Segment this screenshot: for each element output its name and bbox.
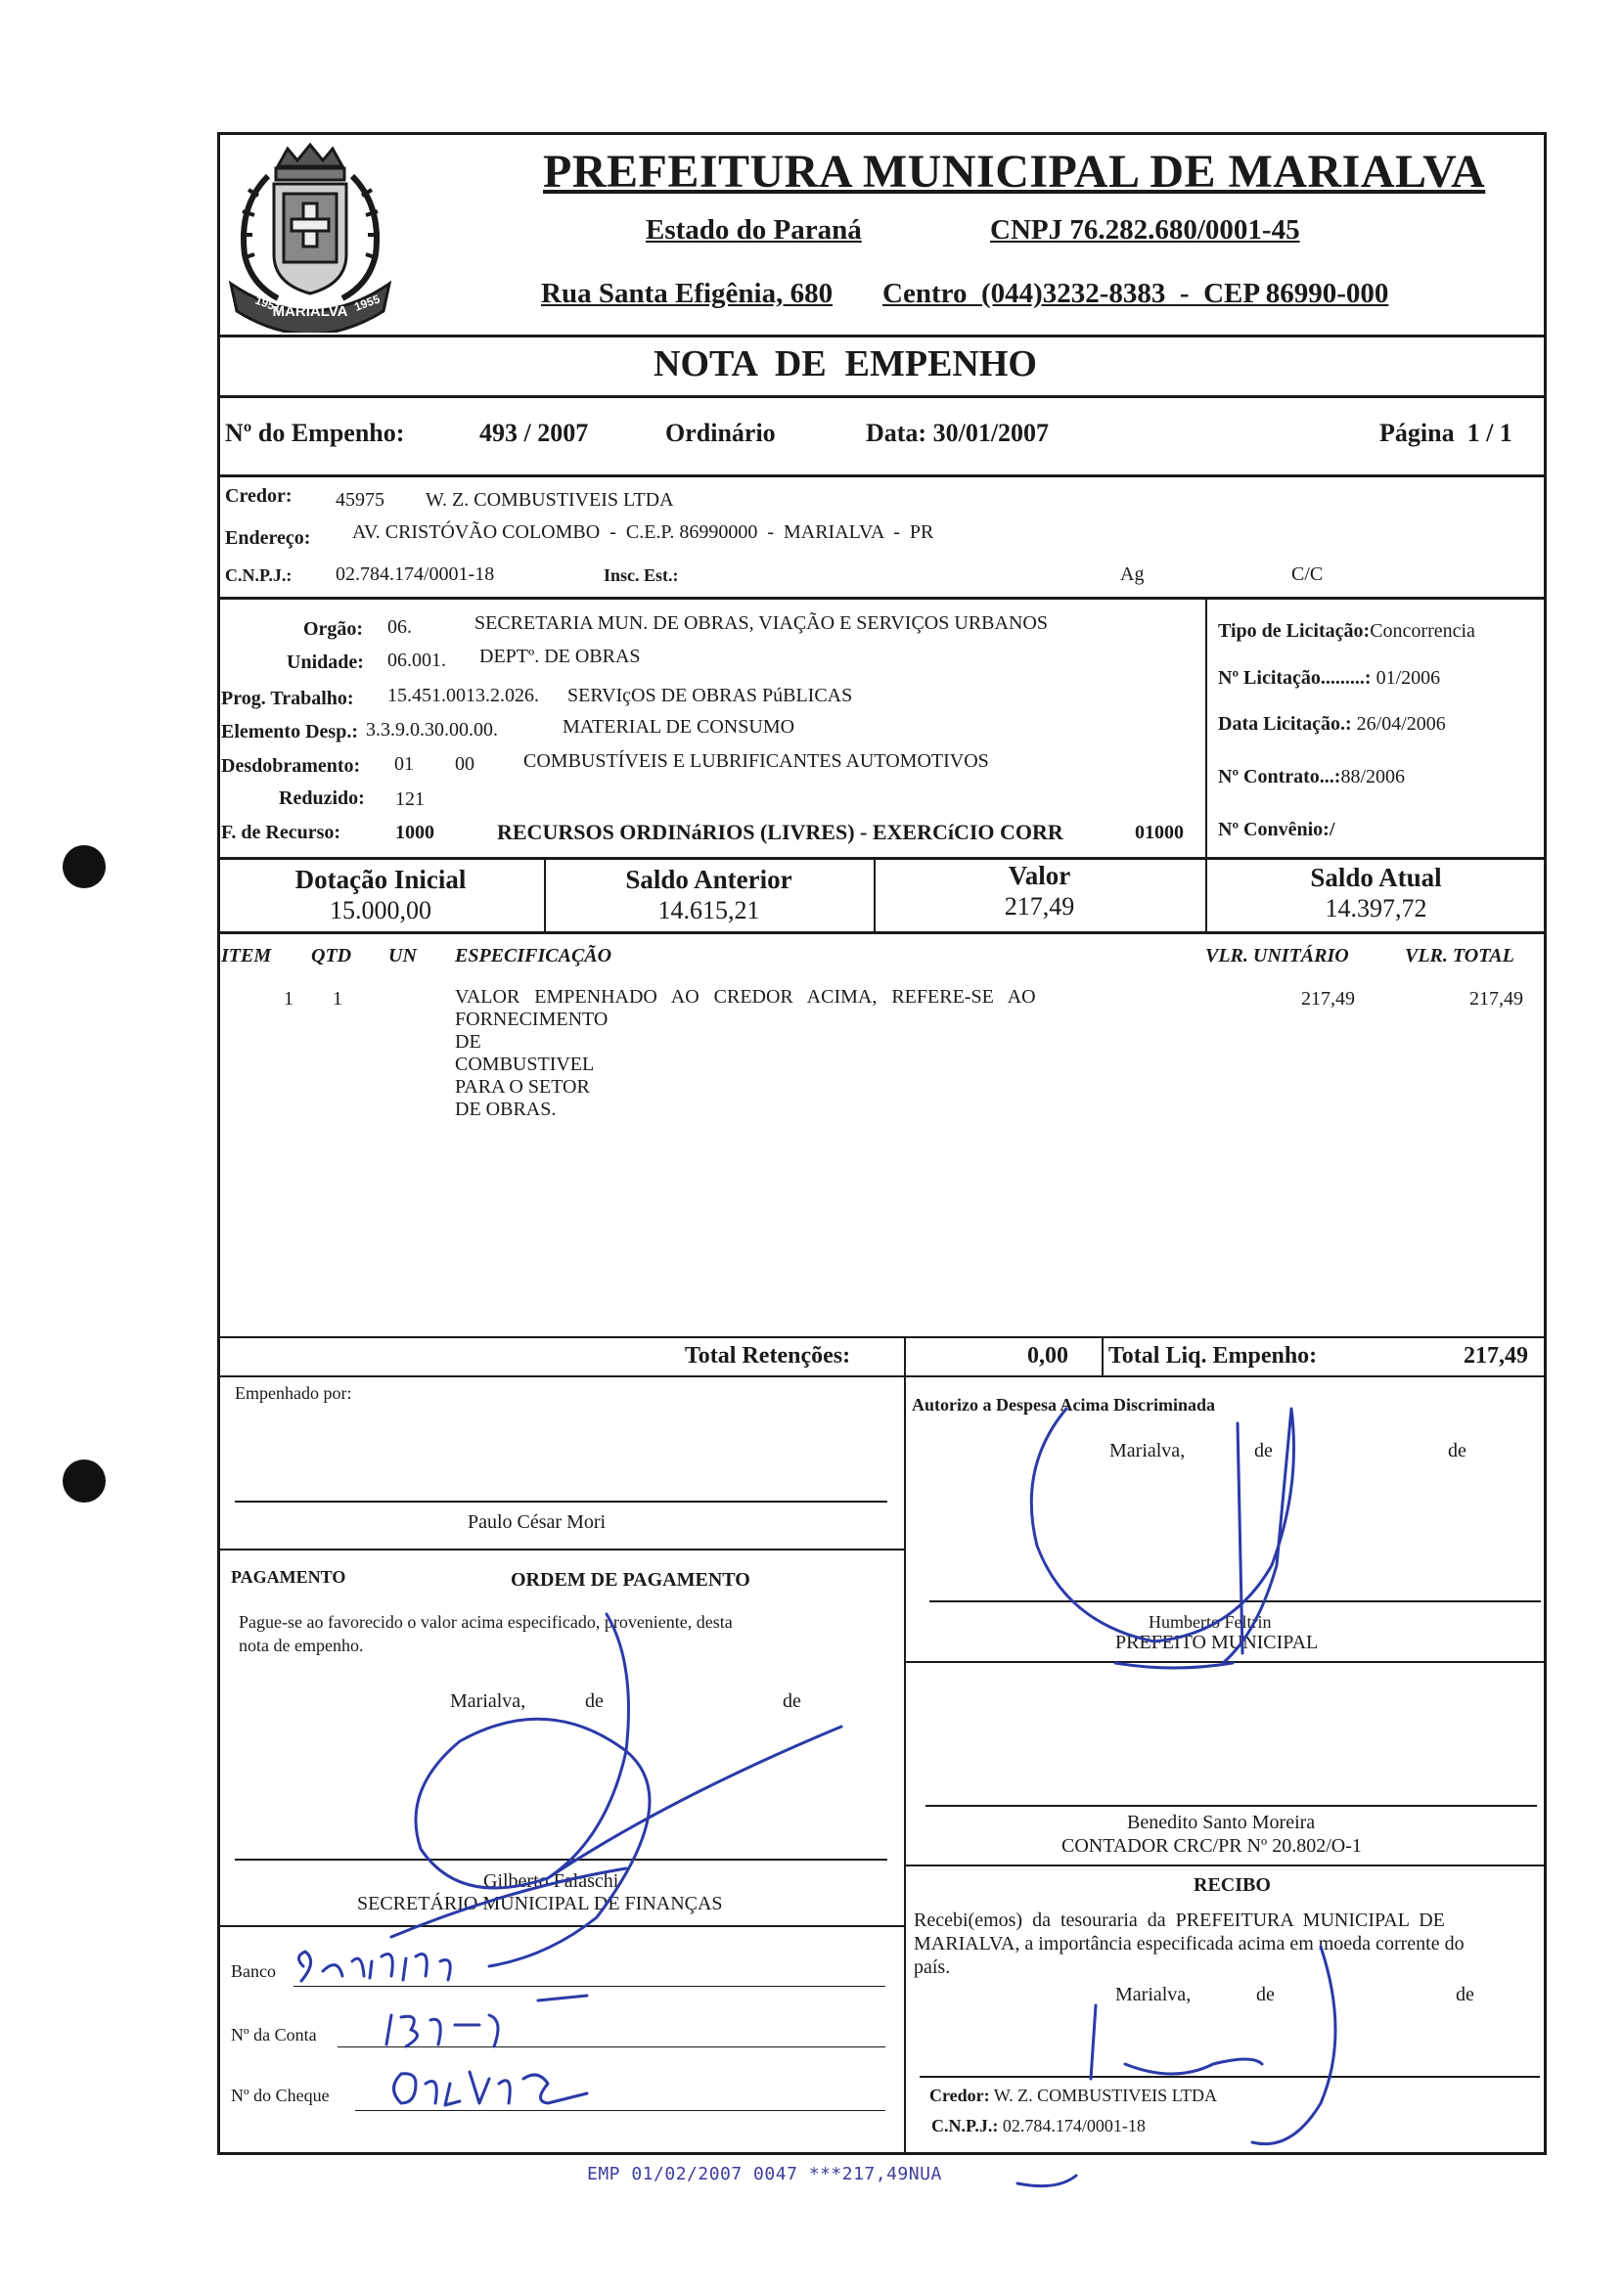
pagamento-marialva: Marialva, — [450, 1690, 526, 1712]
prog-trabalho-label: Prog. Trabalho: — [221, 688, 354, 709]
col-header-item: ITEM — [221, 945, 272, 966]
reduzido-label: Reduzido: — [279, 787, 365, 809]
recibo-de1: de — [1256, 1984, 1275, 2005]
item-vlr-unitario: 217,49 — [1301, 988, 1355, 1010]
state-name: Estado do Paraná — [646, 214, 862, 246]
recibo-credor-label: Credor: — [929, 2086, 990, 2105]
header-cnpj: CNPJ 76.282.680/0001-45 — [990, 214, 1300, 246]
recurso-code: 1000 — [395, 822, 434, 843]
empenho-date: Data: 30/01/2007 — [866, 419, 1050, 447]
dotacao-label: Dotação Inicial — [294, 865, 467, 894]
prefeito-cargo: PREFEITO MUNICIPAL — [1115, 1632, 1319, 1653]
total-retencoes-value: 0,00 — [1027, 1343, 1068, 1369]
municipal-crest-icon — [219, 137, 401, 333]
saldo-anterior-label: Saldo Anterior — [625, 865, 792, 894]
credor-code: 45975 — [336, 489, 384, 511]
pagamento-texto-line1: Pague-se ao favorecido o valor acima especificado, proveniente, desta — [239, 1612, 733, 1632]
punch-hole-top — [63, 845, 106, 888]
num-licitacao — [1218, 667, 1440, 690]
total-liq-empenho-value: 217,49 — [1464, 1343, 1528, 1369]
num-contrato-label: Nº Contrato...: — [1218, 766, 1341, 787]
empenho-num-label: Nº do Empenho: — [225, 419, 405, 447]
autorizo-de1: de — [1254, 1440, 1273, 1461]
num-convenio: Nº Convênio:/ — [1218, 819, 1335, 840]
elemento-desp-desc: MATERIAL DE CONSUMO — [563, 716, 795, 738]
desdobramento-label: Desdobramento: — [221, 755, 361, 777]
crest-year-left: 1951 — [252, 292, 283, 315]
empenhado-por-label: Empenhado por: — [235, 1383, 352, 1403]
num-contrato — [1218, 766, 1405, 788]
crest-year-right: 1955 — [352, 292, 383, 314]
item-vlr-total: 217,49 — [1469, 988, 1523, 1010]
autorizo-de2: de — [1448, 1440, 1466, 1461]
pagamento-label: PAGAMENTO — [231, 1567, 346, 1587]
crest-banner-text: MARIALVA — [272, 303, 348, 320]
desdobramento-desc: COMBUSTÍVEIS E LUBRIFICANTES AUTOMOTIVOS — [523, 750, 989, 772]
desdobramento-b: 00 — [455, 753, 474, 775]
ag-label: Ag — [1120, 563, 1145, 585]
col-header-vlr-unitario: VLR. UNITÁRIO — [1205, 945, 1349, 966]
saldo-atual-value: 14.397,72 — [1325, 894, 1427, 922]
orgao-desc: SECRETARIA MUN. DE OBRAS, VIAÇÃO E SERVIÇOS URBANOS — [474, 612, 1048, 634]
col-header-un: UN — [388, 945, 417, 966]
recibo-cnpj-label: C.N.P.J.: — [931, 2116, 999, 2135]
item-desc-line2: FORNECIMENTO DE COMBUSTIVEL PARA O SETOR DE OBRAS. — [455, 1009, 609, 1120]
cc-label: C/C — [1291, 563, 1324, 585]
autorizo-label: Autorizo a Despesa Acima Discriminada — [912, 1395, 1215, 1415]
recurso-label: F. de Recurso: — [221, 822, 341, 843]
data-licitacao-label: Data Licitação.: — [1218, 713, 1352, 735]
pagamento-de1: de — [585, 1690, 604, 1712]
orgao-label: Orgão: — [303, 618, 364, 640]
credor-label: Credor: — [225, 485, 293, 507]
autorizo-marialva: Marialva, — [1109, 1440, 1186, 1461]
recibo-cnpj — [931, 2116, 1146, 2136]
recurso-fonte: 01000 — [1135, 822, 1184, 843]
contador-nome: Benedito Santo Moreira — [1127, 1812, 1316, 1833]
recibo-texto-line2: MARIALVA, a importância especificada acima em moeda corrente do — [914, 1933, 1465, 1955]
recibo-texto-line3: país. — [914, 1956, 951, 1978]
item-number: 1 — [284, 988, 293, 1010]
dotacao-value: 15.000,00 — [330, 896, 431, 924]
recibo-texto-line1: Recebi(emos) da tesouraria da PREFEITURA MUNICIPAL DE — [914, 1910, 1445, 1931]
recibo-credor-nome: W. Z. COMBUSTIVEIS LTDA — [993, 2086, 1218, 2105]
secretario-cargo: SECRETÁRIO MUNICIPAL DE FINANÇAS — [357, 1893, 723, 1914]
prog-trabalho-desc: SERVIçOS DE OBRAS PúBLICAS — [567, 685, 853, 706]
saldo-atual-label: Saldo Atual — [1310, 863, 1442, 892]
valor-label: Valor — [1008, 861, 1071, 890]
total-retencoes-label: Total Retenções: — [685, 1343, 851, 1369]
cashier-stamp: EMP 01/02/2007 0047 ***217,49NUA — [587, 2164, 942, 2184]
punch-hole-bottom — [63, 1460, 106, 1503]
valor-value: 217,49 — [1004, 892, 1075, 921]
col-header-qtd: QTD — [311, 945, 352, 966]
item-desc-line1: VALOR EMPENHADO AO CREDOR ACIMA, REFERE-SE AO — [455, 986, 1036, 1008]
total-liq-empenho-label: Total Liq. Empenho: — [1108, 1343, 1318, 1369]
unidade-code: 06.001. — [387, 650, 446, 671]
saldo-anterior-value: 14.615,21 — [657, 896, 760, 924]
credor-cnpj-label: C.N.P.J.: — [225, 565, 293, 585]
municipality-title: PREFEITURA MUNICIPAL DE MARIALVA — [543, 146, 1486, 198]
credor-cnpj: 02.784.174/0001-18 — [336, 563, 495, 585]
data-licitacao — [1218, 713, 1446, 736]
endereco: AV. CRISTÓVÃO COLOMBO - C.E.P. 86990000 - MARIALVA - PR — [352, 521, 934, 543]
pagamento-de2: de — [783, 1690, 801, 1712]
recibo-title: RECIBO — [1194, 1874, 1271, 1896]
ordem-pagamento-label: ORDEM DE PAGAMENTO — [511, 1569, 750, 1591]
page-number: Página 1 / 1 — [1379, 419, 1512, 447]
unidade-desc: DEPTº. DE OBRAS — [479, 646, 641, 667]
insc-est-label: Insc. Est.: — [604, 565, 679, 585]
empenho-num: 493 / 2007 — [479, 419, 589, 447]
tipo-licitacao-value: Concorrencia — [1370, 620, 1475, 642]
reduzido-code: 121 — [395, 788, 425, 810]
recibo-cnpj-value: 02.784.174/0001-18 — [1002, 2116, 1146, 2135]
recibo-de2: de — [1456, 1984, 1474, 2005]
recurso-desc: RECURSOS ORDINáRIOS (LIVRES) - EXERCíCIO CORR — [497, 820, 1063, 844]
num-contrato-value: 88/2006 — [1340, 766, 1406, 787]
doc-title: NOTA DE EMPENHO — [654, 343, 1037, 384]
unidade-label: Unidade: — [287, 652, 364, 673]
cheque-label: Nº do Cheque — [231, 2086, 330, 2105]
empenho-type: Ordinário — [665, 419, 776, 447]
tipo-licitacao-label: Tipo de Licitação: — [1218, 620, 1371, 642]
empenhado-por-nome: Paulo César Mori — [468, 1511, 607, 1533]
endereco-label: Endereço: — [225, 527, 311, 549]
num-licitacao-value: 01/2006 — [1376, 667, 1441, 689]
elemento-desp-code: 3.3.9.0.30.00.00. — [366, 719, 498, 741]
recibo-marialva: Marialva, — [1115, 1984, 1192, 2005]
prog-trabalho-code: 15.451.0013.2.026. — [387, 685, 539, 706]
col-header-especificacao: ESPECIFICAÇÃO — [455, 945, 612, 966]
contador-cargo: CONTADOR CRC/PR Nº 20.802/O-1 — [1061, 1835, 1362, 1857]
conta-label: Nº da Conta — [231, 2025, 317, 2045]
col-header-vlr-total: VLR. TOTAL — [1405, 945, 1514, 966]
secretario-nome: Gilberto Falaschi — [483, 1870, 619, 1892]
header-district-phone-cep: Centro (044)3232-8383 - CEP 86990-000 — [882, 278, 1389, 309]
elemento-desp-label: Elemento Desp.: — [221, 721, 358, 742]
header-street: Rua Santa Efigênia, 680 — [541, 278, 834, 309]
orgao-code: 06. — [387, 616, 412, 638]
desdobramento-a: 01 — [394, 753, 414, 775]
data-licitacao-value: 26/04/2006 — [1356, 713, 1446, 735]
tipo-licitacao — [1218, 620, 1475, 643]
num-licitacao-label: Nº Licitação.........: — [1218, 667, 1372, 689]
item-qtd: 1 — [333, 988, 342, 1010]
pagamento-texto-line2: nota de empenho. — [239, 1636, 364, 1655]
recibo-credor — [929, 2086, 1217, 2106]
prefeito-nome: Humberto Feltrin — [1149, 1612, 1272, 1632]
banco-label: Banco — [231, 1961, 276, 1981]
credor-name: W. Z. COMBUSTIVEIS LTDA — [426, 489, 674, 511]
